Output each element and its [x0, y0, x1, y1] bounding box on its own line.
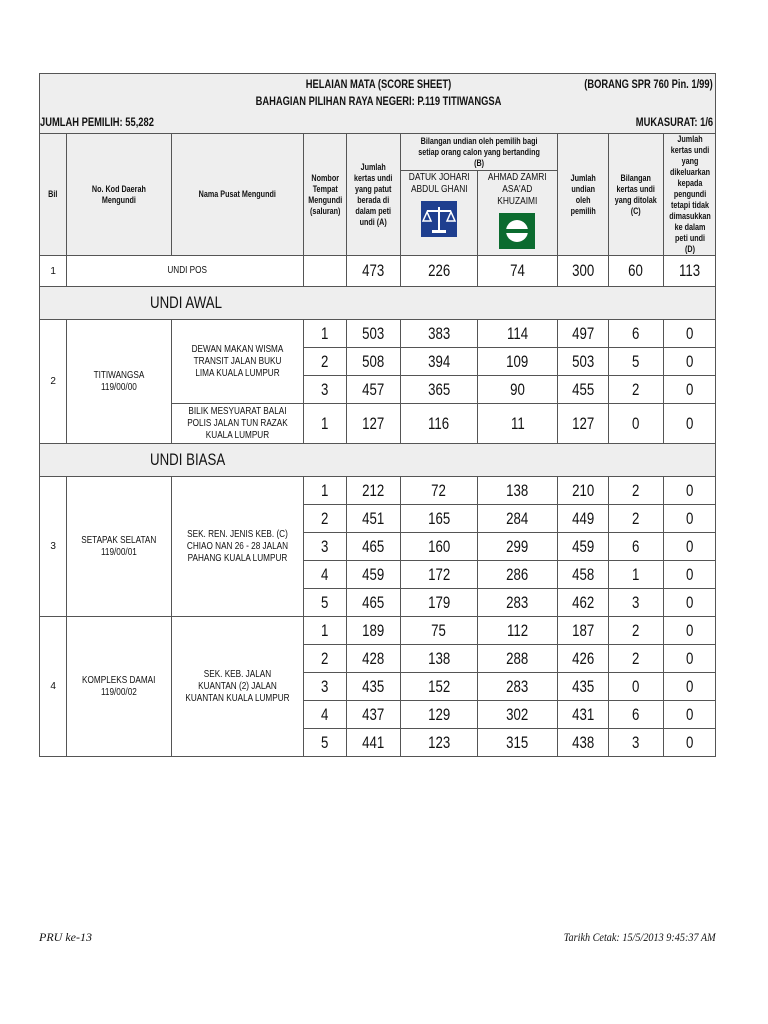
group2-kod: TITIWANGSA 119/00/00	[67, 320, 172, 444]
group2-centre2: BILIK MESYUARAT BALAI POLIS JALAN TUN RAZAK KUALA LUMPUR	[171, 404, 303, 444]
row-pos-rejected: 60	[609, 256, 663, 287]
group2-centre1: DEWAN MAKAN WISMA TRANSIT JALAN BUKU LIMA KUALA LUMPUR	[171, 320, 303, 404]
g4r3-d: 0	[663, 673, 715, 701]
g3r5-c2: 283	[478, 589, 558, 617]
g3r1-c2: 138	[478, 477, 558, 505]
candidate-1-name: DATUK JOHARI ABDUL GHANI	[408, 171, 470, 195]
col-pusat: Nama Pusat Mengundi	[171, 134, 303, 256]
g4r1-total: 187	[557, 617, 608, 645]
group2-bil: 2	[40, 320, 67, 444]
g2r3-total: 455	[557, 376, 608, 404]
g4r4-total: 431	[557, 701, 608, 729]
g4r5-c2: 315	[478, 729, 558, 757]
col-d: Jumlah kertas undi yang dikeluarkan kepada pengundi tetapi tidak dimasukkan ke dalam peti undi (D)	[663, 134, 715, 256]
g4r3-rejected: 0	[609, 673, 663, 701]
col-c: Bilangan kertas undi yang ditolak (C)	[609, 134, 663, 256]
g3r3-c2: 299	[478, 533, 558, 561]
g2r4-d: 0	[663, 404, 715, 444]
group4-bil: 4	[40, 617, 67, 757]
g3r3-total: 459	[557, 533, 608, 561]
g4r2-rejected: 2	[609, 645, 663, 673]
g4r2-saluran: 2	[303, 645, 346, 673]
g3r4-c2: 286	[478, 561, 558, 589]
row-pos-bil: 1	[40, 256, 67, 287]
g2r4-c1: 116	[400, 404, 478, 444]
row-pos-c2: 74	[478, 256, 558, 287]
g3r5-rejected: 3	[609, 589, 663, 617]
moon-logo-icon	[499, 213, 535, 249]
row-pos-c1: 226	[400, 256, 478, 287]
g4r3-c2: 283	[478, 673, 558, 701]
form-code: (BORANG SPR 760 Pin. 1/99)	[584, 77, 713, 91]
results-table	[39, 133, 716, 757]
g2r1-c1: 383	[400, 320, 478, 348]
g3r4-c1: 172	[400, 561, 478, 589]
g2r2-d: 0	[663, 348, 715, 376]
g3r2-c1: 165	[400, 505, 478, 533]
row-pos-label: UNDI POS	[67, 256, 304, 287]
g2r3-a: 457	[347, 376, 400, 404]
candidate-2	[478, 171, 558, 256]
g4r5-saluran: 5	[303, 729, 346, 757]
g3r3-a: 465	[347, 533, 400, 561]
g4r2-c1: 138	[400, 645, 478, 673]
g3r1-d: 0	[663, 477, 715, 505]
g4r4-c1: 129	[400, 701, 478, 729]
g2r3-c2: 90	[478, 376, 558, 404]
candidate-2-name: AHMAD ZAMRI ASA'AD KHUZAIMI	[488, 171, 547, 207]
g3r4-saluran: 4	[303, 561, 346, 589]
g4r3-a: 435	[347, 673, 400, 701]
g4r3-total: 435	[557, 673, 608, 701]
g4r5-a: 441	[347, 729, 400, 757]
g2r3-d: 0	[663, 376, 715, 404]
g4r1-c1: 75	[400, 617, 478, 645]
group3-bil: 3	[40, 477, 67, 617]
g3r5-a: 465	[347, 589, 400, 617]
g3r2-c2: 284	[478, 505, 558, 533]
g3r1-rejected: 2	[609, 477, 663, 505]
g2r2-saluran: 2	[303, 348, 346, 376]
g2r1-total: 497	[557, 320, 608, 348]
col-tempat: Nombor Tempat Mengundi (saluran)	[303, 134, 346, 256]
g4r1-a: 189	[347, 617, 400, 645]
row-pos-d: 113	[663, 256, 715, 287]
g3r4-rejected: 1	[609, 561, 663, 589]
g4r1-rejected: 2	[609, 617, 663, 645]
sheet-title: HELAIAN MATA (SCORE SHEET)	[305, 77, 452, 91]
g2r1-rejected: 6	[609, 320, 663, 348]
g2r2-c1: 394	[400, 348, 478, 376]
g3r4-d: 0	[663, 561, 715, 589]
g2r4-c2: 11	[478, 404, 558, 444]
row-pos-total: 300	[557, 256, 608, 287]
g2r2-a: 508	[347, 348, 400, 376]
g4r1-d: 0	[663, 617, 715, 645]
section-undi-biasa: UNDI BIASA	[40, 444, 716, 477]
g3r2-total: 449	[557, 505, 608, 533]
g4r2-d: 0	[663, 645, 715, 673]
row-pos-tempat	[303, 256, 346, 287]
g4r4-c2: 302	[478, 701, 558, 729]
g3r1-c1: 72	[400, 477, 478, 505]
g2r4-total: 127	[557, 404, 608, 444]
g2r2-total: 503	[557, 348, 608, 376]
g4r5-d: 0	[663, 729, 715, 757]
col-b: Bilangan undian oleh pemilih bagi setiap orang calon yang bertanding (B)	[400, 134, 557, 171]
total-voters: JUMLAH PEMILIH: 55,282	[40, 115, 154, 129]
sheet-subtitle: BAHAGIAN PILIHAN RAYA NEGERI: P.119 TITIWANGSA	[255, 94, 502, 108]
g4r2-c2: 288	[478, 645, 558, 673]
sheet-header	[39, 73, 716, 134]
footer-election: PRU ke-13	[39, 930, 92, 944]
g3r5-saluran: 5	[303, 589, 346, 617]
g2r3-saluran: 3	[303, 376, 346, 404]
g2r4-saluran: 1	[303, 404, 346, 444]
g4r2-a: 428	[347, 645, 400, 673]
row-pos-a: 473	[347, 256, 400, 287]
g3r3-c1: 160	[400, 533, 478, 561]
g2r3-rejected: 2	[609, 376, 663, 404]
g2r4-rejected: 0	[609, 404, 663, 444]
col-kod: No. Kod Daerah Mengundi	[67, 134, 172, 256]
group3-kod: SETAPAK SELATAN 119/00/01	[67, 477, 172, 617]
g4r4-a: 437	[347, 701, 400, 729]
g3r2-a: 451	[347, 505, 400, 533]
g3r1-total: 210	[557, 477, 608, 505]
group4-centre: SEK. KEB. JALAN KUANTAN (2) JALAN KUANTAN KUALA LUMPUR	[171, 617, 303, 757]
g2r2-c2: 109	[478, 348, 558, 376]
g2r2-rejected: 5	[609, 348, 663, 376]
g3r1-a: 212	[347, 477, 400, 505]
footer-print-date: Tarikh Cetak: 15/5/2013 9:45:37 AM	[564, 930, 716, 944]
g3r4-a: 459	[347, 561, 400, 589]
g4r4-saluran: 4	[303, 701, 346, 729]
page-number: MUKASURAT: 1/6	[635, 115, 713, 129]
g3r3-saluran: 3	[303, 533, 346, 561]
candidate-1	[400, 171, 478, 256]
g3r2-rejected: 2	[609, 505, 663, 533]
g4r5-c1: 123	[400, 729, 478, 757]
score-sheet	[39, 73, 716, 759]
g3r5-total: 462	[557, 589, 608, 617]
g2r1-a: 503	[347, 320, 400, 348]
g2r1-saluran: 1	[303, 320, 346, 348]
col-jumlah: Jumlah undian oleh pemilih	[557, 134, 608, 256]
g2r4-a: 127	[347, 404, 400, 444]
g4r4-d: 0	[663, 701, 715, 729]
g3r2-saluran: 2	[303, 505, 346, 533]
g4r4-rejected: 6	[609, 701, 663, 729]
g3r2-d: 0	[663, 505, 715, 533]
g4r2-total: 426	[557, 645, 608, 673]
g2r3-c1: 365	[400, 376, 478, 404]
g4r5-rejected: 3	[609, 729, 663, 757]
g3r5-d: 0	[663, 589, 715, 617]
group3-centre: SEK. REN. JENIS KEB. (C) CHIAO NAN 26 - 28 JALAN PAHANG KUALA LUMPUR	[171, 477, 303, 617]
g4r3-saluran: 3	[303, 673, 346, 701]
g3r5-c1: 179	[400, 589, 478, 617]
g3r4-total: 458	[557, 561, 608, 589]
g4r1-c2: 112	[478, 617, 558, 645]
g2r1-d: 0	[663, 320, 715, 348]
section-undi-awal: UNDI AWAL	[40, 287, 716, 320]
g2r1-c2: 114	[478, 320, 558, 348]
g4r1-saluran: 1	[303, 617, 346, 645]
col-a: Jumlah kertas undi yang patut berada di dalam peti undi (A)	[347, 134, 400, 256]
group4-kod: KOMPLEKS DAMAI 119/00/02	[67, 617, 172, 757]
g3r3-rejected: 6	[609, 533, 663, 561]
g3r1-saluran: 1	[303, 477, 346, 505]
scales-logo-icon	[421, 201, 457, 237]
col-bil: Bil	[40, 134, 67, 256]
g4r3-c1: 152	[400, 673, 478, 701]
g3r3-d: 0	[663, 533, 715, 561]
g4r5-total: 438	[557, 729, 608, 757]
